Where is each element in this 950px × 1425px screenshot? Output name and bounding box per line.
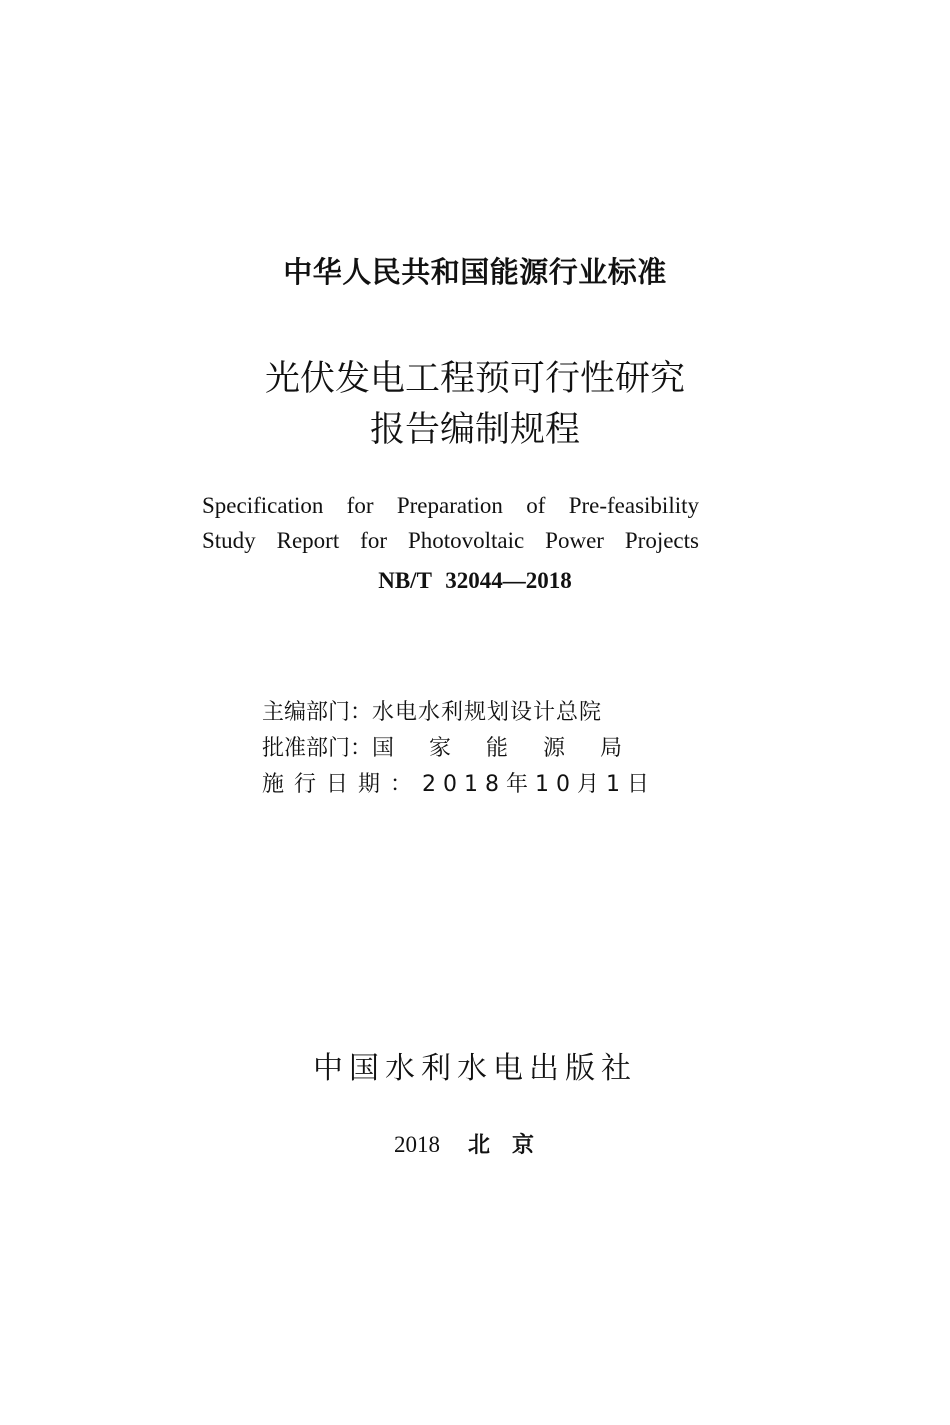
effective-date-value: 2018年10月1日 xyxy=(422,772,656,797)
effective-date-label: 施行日期： xyxy=(262,772,423,797)
editor-department-value: 水电水利规划设计总院 xyxy=(372,700,603,725)
publication-year: 2018 xyxy=(393,1132,440,1157)
publisher-name: 中国水利水电出版社 xyxy=(313,1051,637,1086)
english-title-line-2: Study Report for Photovoltaic Power Projects xyxy=(202,528,699,553)
approver-department-label: 批准部门： xyxy=(262,736,373,761)
approver-department-value: 国 家 能 源 局 xyxy=(372,736,623,761)
chinese-title-line-1: 光伏发电工程预可行性研究 xyxy=(264,359,685,399)
effective-date-row xyxy=(262,767,656,798)
english-title-line-1: Specification for Preparation of Pre-feasibility xyxy=(202,493,699,518)
editor-department-row xyxy=(262,695,602,726)
publication-city: 北京 xyxy=(467,1133,556,1158)
approver-department-row xyxy=(262,731,622,762)
chinese-title-line-2: 报告编制规程 xyxy=(369,410,580,450)
editor-department-label: 主编部门： xyxy=(262,700,373,725)
publication-year-city xyxy=(0,1128,950,1159)
standard-code: NB/T 32044—2018 xyxy=(378,568,572,593)
standard-category: 中华人民共和国能源行业标准 xyxy=(283,255,667,289)
